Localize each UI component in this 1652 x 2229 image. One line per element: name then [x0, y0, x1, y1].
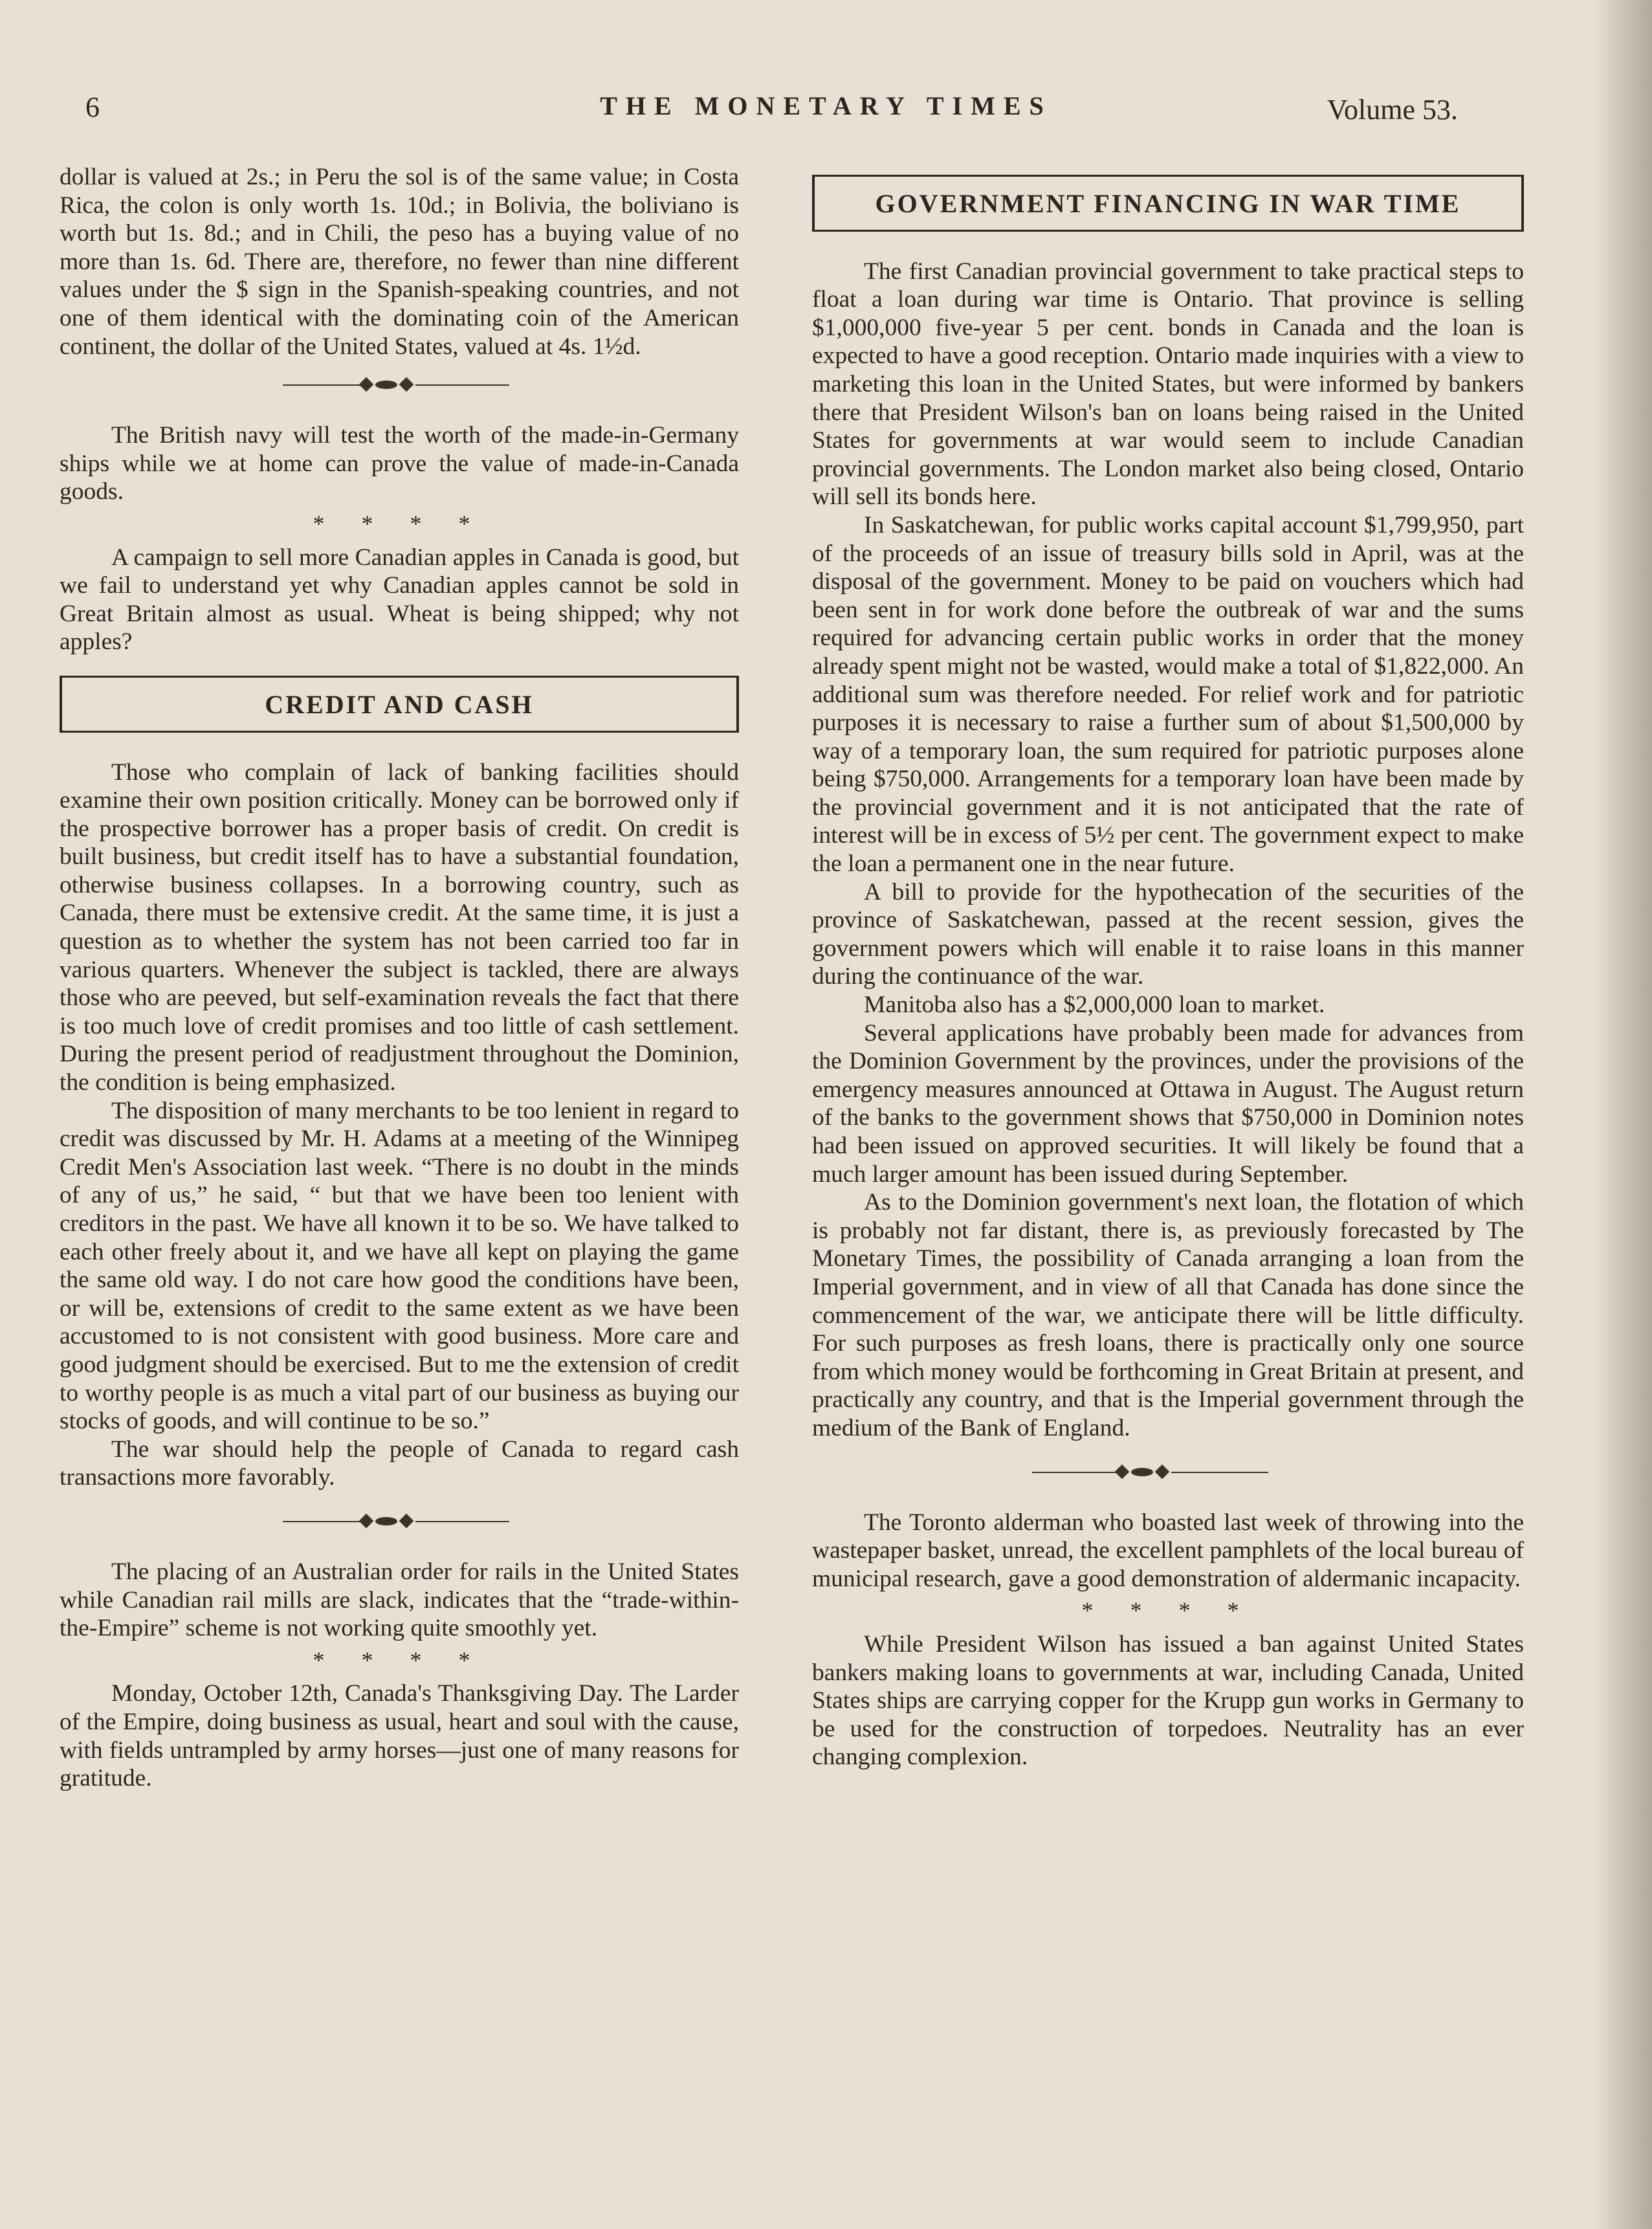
toronto-paragraph: The Toronto alderman who boasted last week of throwing into the wastepaper basket, unread, the excellent pamphlets of the local bureau of municipal research, gave a good demonstration of aldermanic incapacity. — [812, 1509, 1524, 1592]
masthead: THE MONETARY TIMES — [600, 91, 1052, 120]
dominion-loan-paragraph: As to the Dominion government's next loan, the flotation of which is probably not far distant, there is, as previously forecasted by The Monetary Times, the possibility of Canada arranging a loan from the Imperial government, and in view of all that Canada has done since the commencement of the war, we anticipate there will be little difficulty. For such purposes as fresh loans, there is practically only one source from which money would be forthcoming in Great Britain at present, and practically any country, and that is the Imperial government through the medium of the Bank of England. — [812, 1189, 1524, 1441]
currency-paragraph: dollar is valued at 2s.; in Peru the sol is of the same value; in Costa Rica, the colon is only worth 1s. 10d.; in Bolivia, the boliviano is worth but 1s. 8d.; and in Chili, the peso has a buying value of no more than 1s. 6d. There are, therefore, no fewer than nine different values under the $ sign in the Spanish-speaking countries, and not one of them identical with the dominating coin of the American continent, the dollar of the United States, valued at 4s. 1½d. — [60, 164, 739, 360]
saskatchewan-paragraph: In Saskatchewan, for public works capital account $1,799,950, part of the proceeds of an issue of treasury bills sold in April, was at the disposal of the government. Money to be paid on vouchers which had been sent in for work done before the outbreak of war and the sums required for advancing certain public works in order that the money already spent might not be wasted, would make a total of $1,822,000. An additional sum was therefore needed. For relief work and for patriotic purposes it is necessary to raise a further sum of about $1,500,000 by way of a temporary loan, the sum required for patriotic purposes alone being $750,000. Arrangements for a temporary loan have been made by the provincial government and it is not anticipated that the rate of interest will be in excess of 5½ per cent. The government expect to make the loan a permanent one in the near future. — [812, 511, 1524, 878]
government-financing-heading: GOVERNMENT FINANCING IN WAR TIME — [812, 175, 1524, 232]
page-number: 6 — [85, 91, 100, 123]
left-column — [60, 163, 739, 1793]
navy-paragraph: The British navy will test the worth of the made-in-Germany ships while we at home can prove the value of made-in-Canada goods. — [60, 422, 739, 505]
page-header — [0, 91, 1652, 136]
rails-paragraph: The placing of an Australian order for rails in the United States while Canadian rail mills are slack, indicates that the “trade-within-the-Empire” scheme is not working quite smoothly yet. — [60, 1558, 739, 1642]
credit-paragraph-3: The war should help the people of Canada to regard cash transactions more favorably. — [60, 1436, 739, 1491]
right-column — [812, 163, 1524, 1771]
apples-paragraph: A campaign to sell more Canadian apples in Canada is good, but we fail to understand yet why Canadian apples cannot be sold in Great Britain almost as usual. Wheat is being shipped; why not apples? — [60, 544, 739, 656]
ornamental-divider — [60, 375, 739, 395]
ornamental-divider — [812, 1462, 1524, 1483]
securities-bill-paragraph: A bill to provide for the hypothecation of the securities of the province of Saskatchewan, passed at the recent session, gives the government powers which will enable it to raise loans in this manner during the continuance of the war. — [812, 878, 1524, 990]
section-stars: * * * * — [1081, 1597, 1255, 1624]
credit-paragraph-1: Those who complain of lack of banking facilities should examine their own position critically. Money can be borrowed only if the prospective borrower has a proper basis of credit. On credit is built business, but credit itself has to have a substantial foundation, otherwise business collapses. In a borrowing country, such as Canada, there must be extensive credit. At the same time, it is just a question as to whether the system has not been carried too far in various quarters. Whenever the subject is tackled, there are always those who are peeved, but self-examination reveals the fact that there is too much love of credit promises and too little of cash settlement. During the present period of readjustment throughout the Dominion, the condition is being emphasized. — [60, 759, 739, 1096]
ontario-paragraph: The first Canadian provincial government to take practical steps to float a loan during war time is Ontario. That province is selling $1,000,000 five-year 5 per cent. bonds in Canada and the loan is expected to have a good reception. Ontario made inquiries with a view to marketing this loan in the United States, but were informed by bankers there that President Wilson's ban on loans being raised in the United States for governments at war would seem to include Canadian provincial governments. The London market also being closed, Ontario will sell its bonds here. — [812, 258, 1524, 511]
credit-and-cash-heading: CREDIT AND CASH — [60, 676, 739, 733]
ornamental-divider — [60, 1511, 739, 1532]
page-edge-shadow — [1594, 0, 1652, 2229]
section-stars: * * * * — [313, 510, 486, 537]
dominion-advances-paragraph: Several applications have probably been made for advances from the Dominion Government by the provinces, under the provisions of the emergency measures announced at Ottawa in August. The August return of the banks to the government shows that $750,000 in Dominion notes had been issued on approved securities. It will likely be found that a much larger amount has been issued during September. — [812, 1019, 1524, 1188]
wilson-paragraph: While President Wilson has issued a ban against United States bankers making loans to governments at war, including Canada, United States ships are carrying copper for the Krupp gun works in Germany to be used for the construction of torpedoes. Neutrality has an ever changing complexion. — [812, 1630, 1524, 1771]
volume-label: Volume 53. — [1327, 94, 1458, 126]
credit-paragraph-2: The disposition of many merchants to be too lenient in regard to credit was discussed by Mr. H. Adams at a meeting of the Winnipeg Credit Men's Association last week. “There is no doubt in the minds of any of us,” he said, “ but that we have been too lenient with creditors in the past. We have all known it to be so. We have talked to each other freely about it, and we have all kept on playing the game the same old way. I do not care how good the conditions have been, or will be, extensions of credit to the same extent as we have been accustomed to is not consistent with good business. More care and good judgment should be exercised. But to me the extension of credit to worthy people is as much a vital part of our business as buying our stocks of goods, and will continue to be so.” — [60, 1097, 739, 1435]
manitoba-paragraph: Manitoba also has a $2,000,000 loan to market. — [864, 992, 1325, 1019]
section-stars: * * * * — [313, 1647, 486, 1673]
thanksgiving-paragraph: Monday, October 12th, Canada's Thanksgiving Day. The Larder of the Empire, doing business as usual, heart and soul with the cause, with fields untrampled by army horses—just one of many reasons for gratitude. — [60, 1680, 739, 1792]
